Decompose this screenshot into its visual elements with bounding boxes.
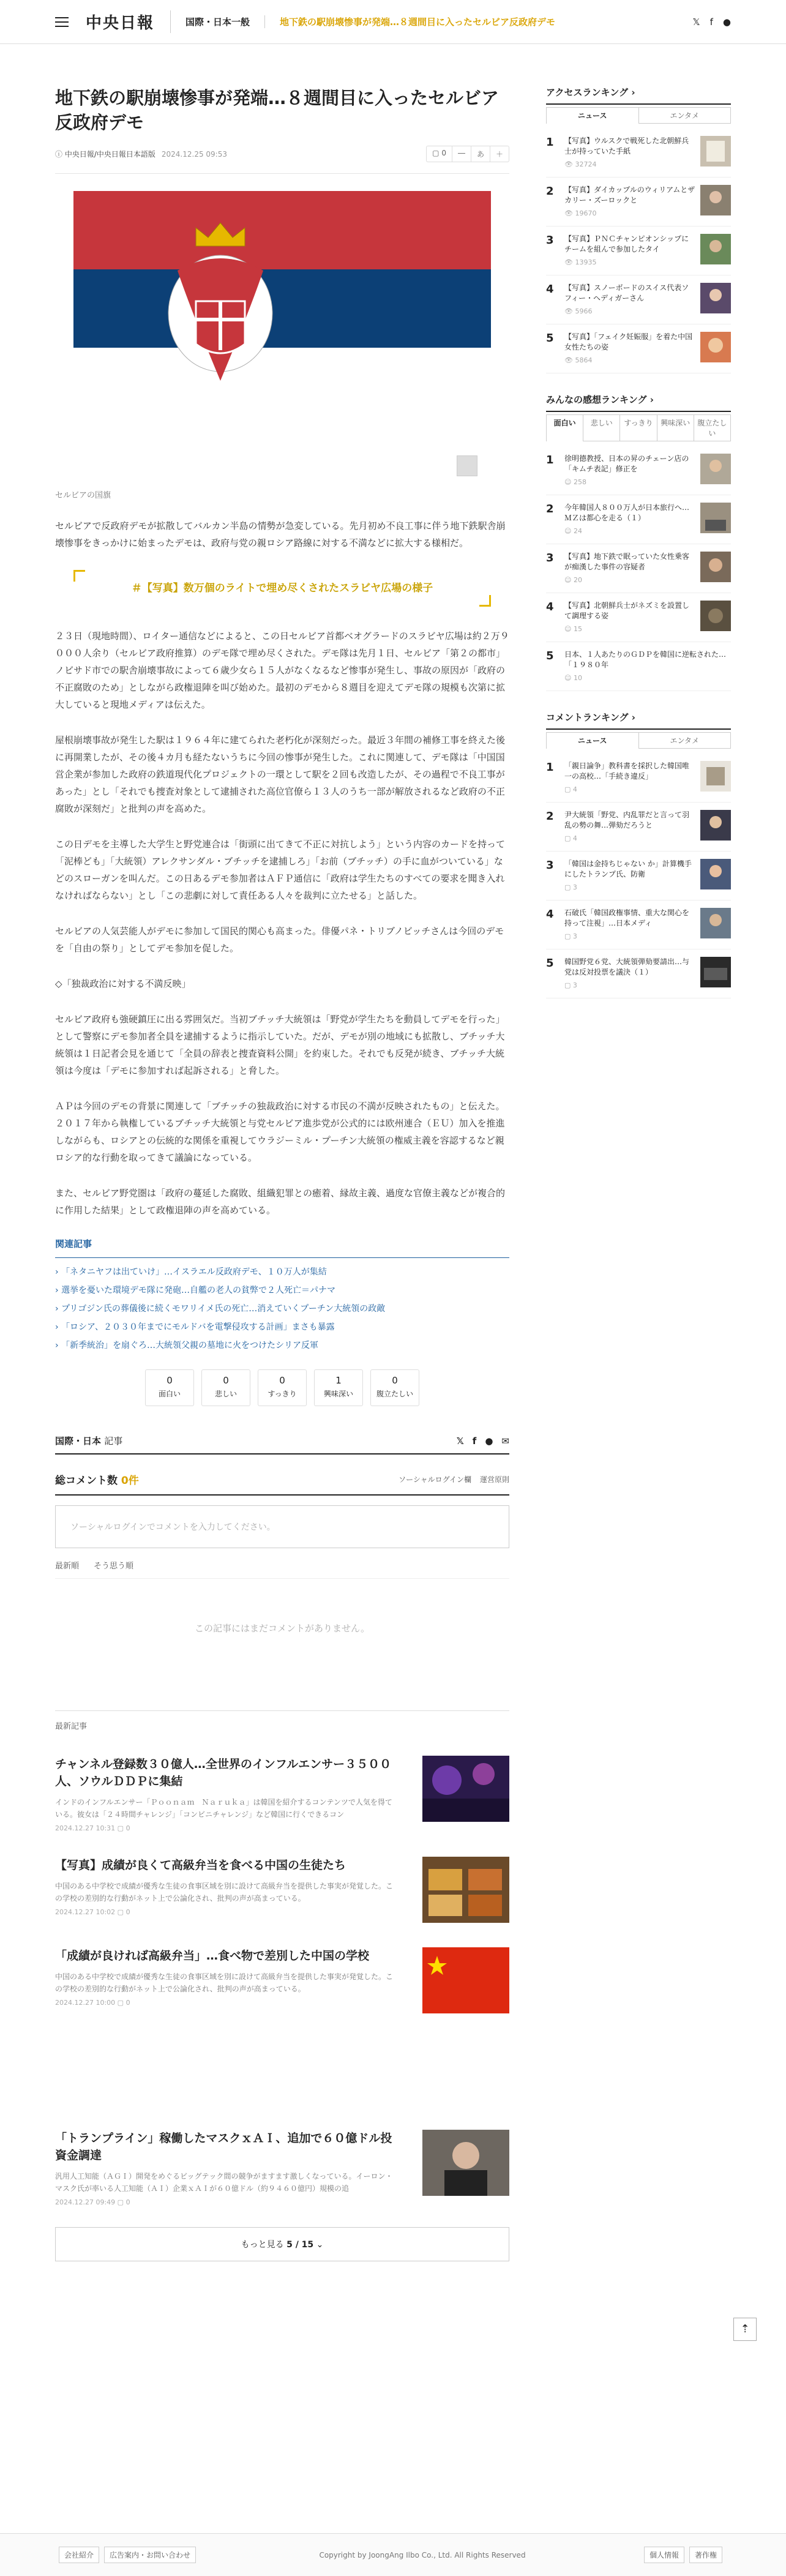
byline-source: 中央日報/中央日報日本語版 bbox=[64, 150, 155, 159]
emotion-funny-button[interactable]: 0 面白い bbox=[145, 1369, 194, 1406]
comment-count-button[interactable]: ▢ 0 bbox=[427, 146, 452, 162]
rank-thumbnail bbox=[700, 283, 731, 313]
section-bar bbox=[55, 1434, 509, 1455]
emotion-angry-button[interactable]: 0 腹立たしい bbox=[370, 1369, 419, 1406]
related-link[interactable]: › 「新季統治」を扇ぐろ…大統領父親の墓地に火をつけたシリア反軍 bbox=[55, 1336, 509, 1355]
x-icon[interactable]: 𝕏 bbox=[692, 16, 700, 28]
section-label[interactable]: 国際・日本 bbox=[55, 1436, 102, 1447]
company-link[interactable]: 会社紹介 bbox=[59, 2547, 99, 2563]
news-title[interactable]: チャンネル登録数３０億人…全世界のインフルエンサー３５００人、ソウルＤＤＰに集結 bbox=[55, 1758, 392, 1788]
emotion-refreshing-button[interactable]: 0 すっきり bbox=[258, 1369, 307, 1406]
site-logo[interactable]: 中央日報 bbox=[86, 10, 171, 33]
tab-entertainment[interactable]: エンタメ bbox=[639, 732, 732, 749]
rank-item[interactable]: 5 【写真】「フェイク妊娠服」を着た中国女性たちの姿 👁 5864 bbox=[546, 324, 731, 373]
news-thumbnail bbox=[422, 2130, 509, 2196]
serbian-flag-image bbox=[73, 191, 491, 426]
line-share-icon[interactable]: ● bbox=[485, 1435, 493, 1447]
rank-item[interactable]: 5 韓国野党６党、大統領弾劾要請出…与党は反対投票を議決（１） ▢ 3 bbox=[546, 949, 731, 998]
sort-popular-tab[interactable]: そう思う順 bbox=[94, 1562, 134, 1571]
x-share-icon[interactable]: 𝕏 bbox=[456, 1435, 464, 1447]
font-increase-button[interactable]: ＋ bbox=[495, 150, 503, 159]
photo-promo-link[interactable]: ＃【写真】数万個のライトで埋め尽くされたスラビヤ広場の様子 bbox=[73, 570, 491, 607]
related-link[interactable]: › 「ネタニヤフは出ていけ」…イスラエル反政府デモ、１０万人が集結 bbox=[55, 1263, 509, 1281]
footer bbox=[0, 2533, 786, 2576]
news-lead: 中国のある中学校で成績が優秀な生徒の食事区域を別に設けて高級弁当を提供した事実が発覚した。この学校の差別的な行動がネット上で公論化され、批判の声が高まっている。 bbox=[55, 1882, 394, 1903]
article-tools bbox=[426, 146, 509, 162]
rank-thumbnail bbox=[700, 454, 731, 484]
publish-date: 2024.12.25 09:53 bbox=[161, 150, 227, 159]
paragraph: ２３日（現地時間）、ロイター通信などによると、この日セルビア首都ベオグラードのスラビヤ広場は約２万９０００人余り（セルビア政府推算）のデモ隊で埋め尽くされた。デモ隊は先月１日、セルビア「第２の都市」ノビサド市での駅舎崩壊事故によって６歳少女ら１５人がなくなるなど惨事が発生し、事故の原因が「政府の不正腐敗のため」としながら政権退陣を叫び始めた。最初のデモから８週目を迎えてデモ隊の規模も次第に拡大していると現地メディアは伝えた。 bbox=[55, 631, 509, 710]
tab-sad[interactable]: 悲しい bbox=[583, 414, 620, 441]
news-meta: 2024.12.27 10:31 ▢ 0 bbox=[55, 1824, 130, 1832]
news-thumbnail bbox=[422, 1857, 509, 1923]
rank-item[interactable]: 4 【写真】北朝鮮兵士がネズミを設置して調理する姿 ☺ 15 bbox=[546, 593, 731, 642]
article-body bbox=[55, 517, 509, 1219]
comments-empty: この記事にはまだコメントがありません。 bbox=[195, 1623, 370, 1634]
rank-item[interactable]: 3 【写真】ＰＮＣチャンピオンシップにチームを組んで参加したタイ 👁 13935 bbox=[546, 227, 731, 275]
emotion-sad-button[interactable]: 0 悲しい bbox=[201, 1369, 250, 1406]
scroll-top-button[interactable]: ⇡ bbox=[733, 2318, 757, 2341]
related-link[interactable]: › プリゴジン氏の葬儀後に続くモワリイメ氏の死亡…消えていくプーチン大統領の政敵 bbox=[55, 1300, 509, 1318]
rank-item[interactable]: 1 【写真】ウルスクで戦死した北朝鮮兵士が持っていた手紙 👁 32724 bbox=[546, 129, 731, 178]
line-icon[interactable]: ● bbox=[722, 16, 731, 28]
tab-entertainment[interactable]: エンタメ bbox=[639, 107, 732, 124]
more-button[interactable]: もっと見る 5 / 15 ⌄ bbox=[55, 2227, 509, 2261]
emotion-buttons bbox=[55, 1369, 509, 1406]
access-ranking-title[interactable]: アクセスランキング › bbox=[546, 86, 731, 105]
related-link[interactable]: › 「ロシア、２０３０年までにモルドバを電撃侵攻する計画」まさも暴露 bbox=[55, 1318, 509, 1336]
rank-thumbnail bbox=[700, 332, 731, 362]
article-photo bbox=[55, 191, 509, 485]
comment-ranking-list bbox=[546, 754, 731, 998]
tab-news[interactable]: ニュース bbox=[546, 732, 639, 749]
paragraph: また、セルビア野党圏は「政府の蔓延した腐敗、組織犯罪との癒着、縁故主義、過度な官僚主義などが複合的に作用した結果」として政権退陣の声を高めている。 bbox=[55, 1188, 506, 1216]
rank-thumbnail bbox=[700, 761, 731, 792]
rank-thumbnail bbox=[700, 503, 731, 533]
mail-share-icon[interactable]: ✉ bbox=[501, 1435, 509, 1447]
menu-icon[interactable] bbox=[55, 17, 69, 27]
paragraph: セルビアの人気芸能人がデモに参加して国民的関心も高まった。俳優パネ・トリブノビッチさんは今回のデモを「自由の祭り」としてデモ参加を促した。 bbox=[55, 926, 504, 954]
social-login-link[interactable]: ソーシャルログイン欄 bbox=[399, 1475, 471, 1484]
rank-item[interactable]: 2 【写真】ダイカップルのウィリアムとザカリー・ズーロックと 👁 19670 bbox=[546, 178, 731, 227]
policy-link[interactable]: 運営原則 bbox=[479, 1475, 509, 1484]
section-sub: 記事 bbox=[104, 1436, 123, 1447]
rank-item[interactable]: 4 【写真】スノーボードのスイス代表ソフィー・ヘディガーさん 👁 5966 bbox=[546, 275, 731, 324]
rank-thumbnail bbox=[700, 810, 731, 841]
paragraph: この日デモを主導した大学生と野党連合は「街頭に出てきて不正に対抗しよう」という内容のカードを持って「泥棒ども」「大統領）アレクサンダル・ブチッチを逮捕しろ」「お前（ブチッチ）の手に血がついている」などのスローガンを叫んだ。この日あるデモ参加者はＡＦＰ通信に「政府は学生たちのすべての要求を聞き入れなければならない」とし「この悲劇に対して責任ある人々を裁判に立たせる」と話した。 bbox=[55, 839, 506, 901]
comment-ranking-title[interactable]: コメントランキング › bbox=[546, 711, 731, 730]
tab-interesting[interactable]: 興味深い bbox=[657, 414, 694, 441]
tab-angry[interactable]: 腹立たしい bbox=[694, 414, 731, 441]
rank-thumbnail bbox=[700, 234, 731, 264]
related-title: 関連記事 bbox=[55, 1238, 92, 1249]
rank-thumbnail bbox=[700, 185, 731, 215]
news-title[interactable]: 「成績が良ければ高級弁当」…食べ物で差別した中国の学校 bbox=[55, 1949, 370, 1963]
tab-news[interactable]: ニュース bbox=[546, 107, 639, 124]
latest-label: 最新記事 bbox=[55, 1710, 509, 1731]
rank-item[interactable]: 2 尹大統領「野党、内乱罪だと言って羽乱の勢の舞…弾劾だろうと ▢ 4 bbox=[546, 803, 731, 852]
news-meta: 2024.12.27 09:49 ▢ 0 bbox=[55, 2198, 130, 2206]
header-headline: 地下鉄の駅崩壊惨事が発端…８週間目に入ったセルビア反政府デモ bbox=[280, 17, 556, 28]
header-section[interactable]: 国際・日本一般 bbox=[185, 15, 265, 28]
paragraph: セルビアで反政府デモが拡散してバルカン半島の情勢が急変している。先月初め不良工事に伴う地下鉄駅舎崩壊惨事をきっかけに始まったデモは、政府与党の親ロシア路線に対する不満などに拡大する様相だ。 bbox=[55, 520, 506, 549]
news-title[interactable]: 【写真】成績が良くて高級弁当を食べる中国の生徒たち bbox=[55, 1859, 346, 1872]
rank-item[interactable]: 4 石破氏「韓国政権事情、重大な関心を持って注視」…日本メディ ▢ 3 bbox=[546, 900, 731, 949]
rank-item[interactable]: 1 徐明德教授、日本の昇のチェーン店の「キムチ表記」修正を ☺ 258 bbox=[546, 446, 731, 495]
news-thumbnail bbox=[422, 1756, 509, 1822]
news-meta: 2024.12.27 10:02 ▢ 0 bbox=[55, 1908, 130, 1916]
news-item[interactable] bbox=[55, 1947, 509, 2013]
news-item[interactable] bbox=[55, 1756, 509, 1832]
comment-count: 0 bbox=[441, 149, 446, 157]
rank-thumbnail bbox=[700, 957, 731, 987]
facebook-icon[interactable]: f bbox=[709, 16, 713, 28]
related-list bbox=[55, 1257, 509, 1355]
expand-photo-icon[interactable] bbox=[457, 455, 477, 476]
news-lead: 中国のある中学校で成績が優秀な生徒の食事区域を別に設けて高級弁当を提供した事実が発覚した。この学校の差別的な行動がネット上で公論化され、批判の声が高まっている。 bbox=[55, 1972, 394, 1993]
rank-item[interactable]: 5 日本、１人あたりのＧＤＰを韓国に逆転された…「１９８０年 ☺ 10 bbox=[546, 642, 731, 691]
tab-funny[interactable]: 面白い bbox=[546, 414, 583, 441]
font-decrease-button[interactable]: ― bbox=[452, 146, 471, 162]
news-item[interactable] bbox=[55, 1857, 509, 1923]
photo-caption: セルビアの国旗 bbox=[55, 491, 111, 500]
news-lead: インドのインフルエンサー「Ｐｏｏｎａｍ Ｎａｒｕｋａ」は韓国を紹介するコンテンツで人気を得ている。彼女は「２４時間チャレンジ」「コンビニチャレンジ」など韓国に行くできるコン bbox=[55, 1798, 392, 1819]
comment-input[interactable]: ソーシャルログインでコメントを入力してください。 bbox=[55, 1505, 509, 1548]
rank-thumbnail bbox=[700, 859, 731, 889]
news-thumbnail bbox=[422, 1947, 509, 2013]
thanks-ranking-title[interactable]: みんなの感想ランキング › bbox=[546, 393, 731, 412]
sidebar bbox=[546, 86, 731, 998]
paragraph: 屋根崩壊事故が発生した駅は１９６４年に建てられた老朽化が深刻だった。最近３年間の補修工事を終えた後に再開業したが、その後４カ月も経たないうちに今回の惨事が発生した。これに関連して、デモ隊は「中国国営企業が参加した政府の鉄道現代化プロジェクトの一環として駅を２回も改造したが、その過程で不良工事があった」とし「それでも捜査対象として逮捕された高位官僚ら１３人のうち一部が解放されるなど政府の不正腐敗が深刻だ」と批判の声を高めた。 bbox=[55, 735, 506, 814]
rank-thumbnail bbox=[700, 136, 731, 167]
news-meta: 2024.12.27 10:00 ▢ 0 bbox=[55, 1999, 130, 2007]
access-ranking-list bbox=[546, 129, 731, 373]
font-size-button[interactable]: あ bbox=[471, 146, 490, 162]
sort-latest-tab[interactable]: 最新順 bbox=[55, 1562, 80, 1571]
tab-refreshing[interactable]: すっきり bbox=[620, 414, 657, 441]
rank-item[interactable]: 1 「親日論争」教科書を採択した韓国唯一の高校…「手続き違反」 ▢ 4 bbox=[546, 754, 731, 803]
terms-link[interactable]: 著作権 bbox=[689, 2547, 722, 2563]
news-title[interactable]: 「トランプライン」稼働したマスクｘＡＩ、追加で６０億ドル投資金調達 bbox=[55, 2132, 392, 2162]
rank-item[interactable]: 3 【写真】地下鉄で眠っていた女性乗客が痴漢した事件の容疑者 ☺ 20 bbox=[546, 544, 731, 593]
rank-thumbnail bbox=[700, 552, 731, 582]
contact-link[interactable]: 広告案内・お問い合わせ bbox=[104, 2547, 196, 2563]
subheading: ◇「独裁政治に対する不満反映」 bbox=[55, 978, 191, 989]
rank-item[interactable]: 2 今年韓国人８００万人が日本旅行へ…ＭＺは都心を走る（１） ☺ 24 bbox=[546, 495, 731, 544]
paragraph: セルビア政府も強硬鎮圧に出る雰囲気だ。当初ブチッチ大統領は「野党が学生たちを動員してデモを行った」として警察にデモ参加者全員を逮捕するように指示していた。だが、デモが別の地域にも拡散し、ブチッチ大統領は１日記者会見を通じて「全員の辞表と捜査資料公開」を約束した。それでも反発が続き、ブチッチ大統領は今度は「デモに参加すれば起訴される」と脅した。 bbox=[55, 1014, 505, 1076]
privacy-link[interactable]: 個人情報 bbox=[644, 2547, 684, 2563]
copyright: Copyright by JoongAng Ilbo Co., Ltd. All Rights Reserved bbox=[319, 2550, 526, 2559]
emotion-interesting-button[interactable]: 1 興味深い bbox=[314, 1369, 363, 1406]
thanks-ranking-list bbox=[546, 446, 731, 691]
comments-count: 0件 bbox=[121, 1475, 139, 1487]
paragraph: ＡＰは今回のデモの背景に関連して「ブチッチの独裁政治に対する市民の不満が反映されたもの」と伝えた。２０１７年から執権しているブチッチ大統領と与党セルビア進歩党が公式的には欧州連合（ＥＵ）加入を推進しながらも、ロシアとの伝統的な関係を重視してウラジーミル・プーチン大統領の権威主義を容認するなど親ロシア的な行動を取ってきて議論になっている。 bbox=[55, 1101, 505, 1163]
news-item[interactable] bbox=[55, 2130, 509, 2206]
news-lead: 汎用人工知能（ＡＧＩ）開発をめぐるビッグテック間の競争がますます激しくなっている。イーロン・マスク氏が率いる人工知能（ＡＩ）企業ｘＡＩが６０億ドル（約９４６０億円）規模の追 bbox=[55, 2172, 393, 2193]
related-link[interactable]: › 選挙を憂いた環境デモ隊に発砲…自艦の老人の貧弊で２人死亡＝パナマ bbox=[55, 1281, 509, 1300]
rank-thumbnail bbox=[700, 908, 731, 938]
rank-item[interactable]: 3 「韓国は金持ちじゃない か」計算機手にしたトランプ氏、防衛 ▢ 3 bbox=[546, 852, 731, 900]
article-title: 地下鉄の駅崩壊惨事が発端…８週間目に入ったセルビア反政府デモ bbox=[55, 88, 500, 133]
comments-header bbox=[55, 1472, 509, 1496]
comments-title: 総コメント数 bbox=[55, 1475, 118, 1487]
site-header bbox=[0, 0, 786, 44]
article bbox=[55, 86, 509, 2261]
byline: ⓘ 中央日報/中央日報日本語版 2024.12.25 09:53 bbox=[55, 150, 227, 159]
facebook-share-icon[interactable]: f bbox=[472, 1435, 477, 1447]
rank-thumbnail bbox=[700, 601, 731, 631]
